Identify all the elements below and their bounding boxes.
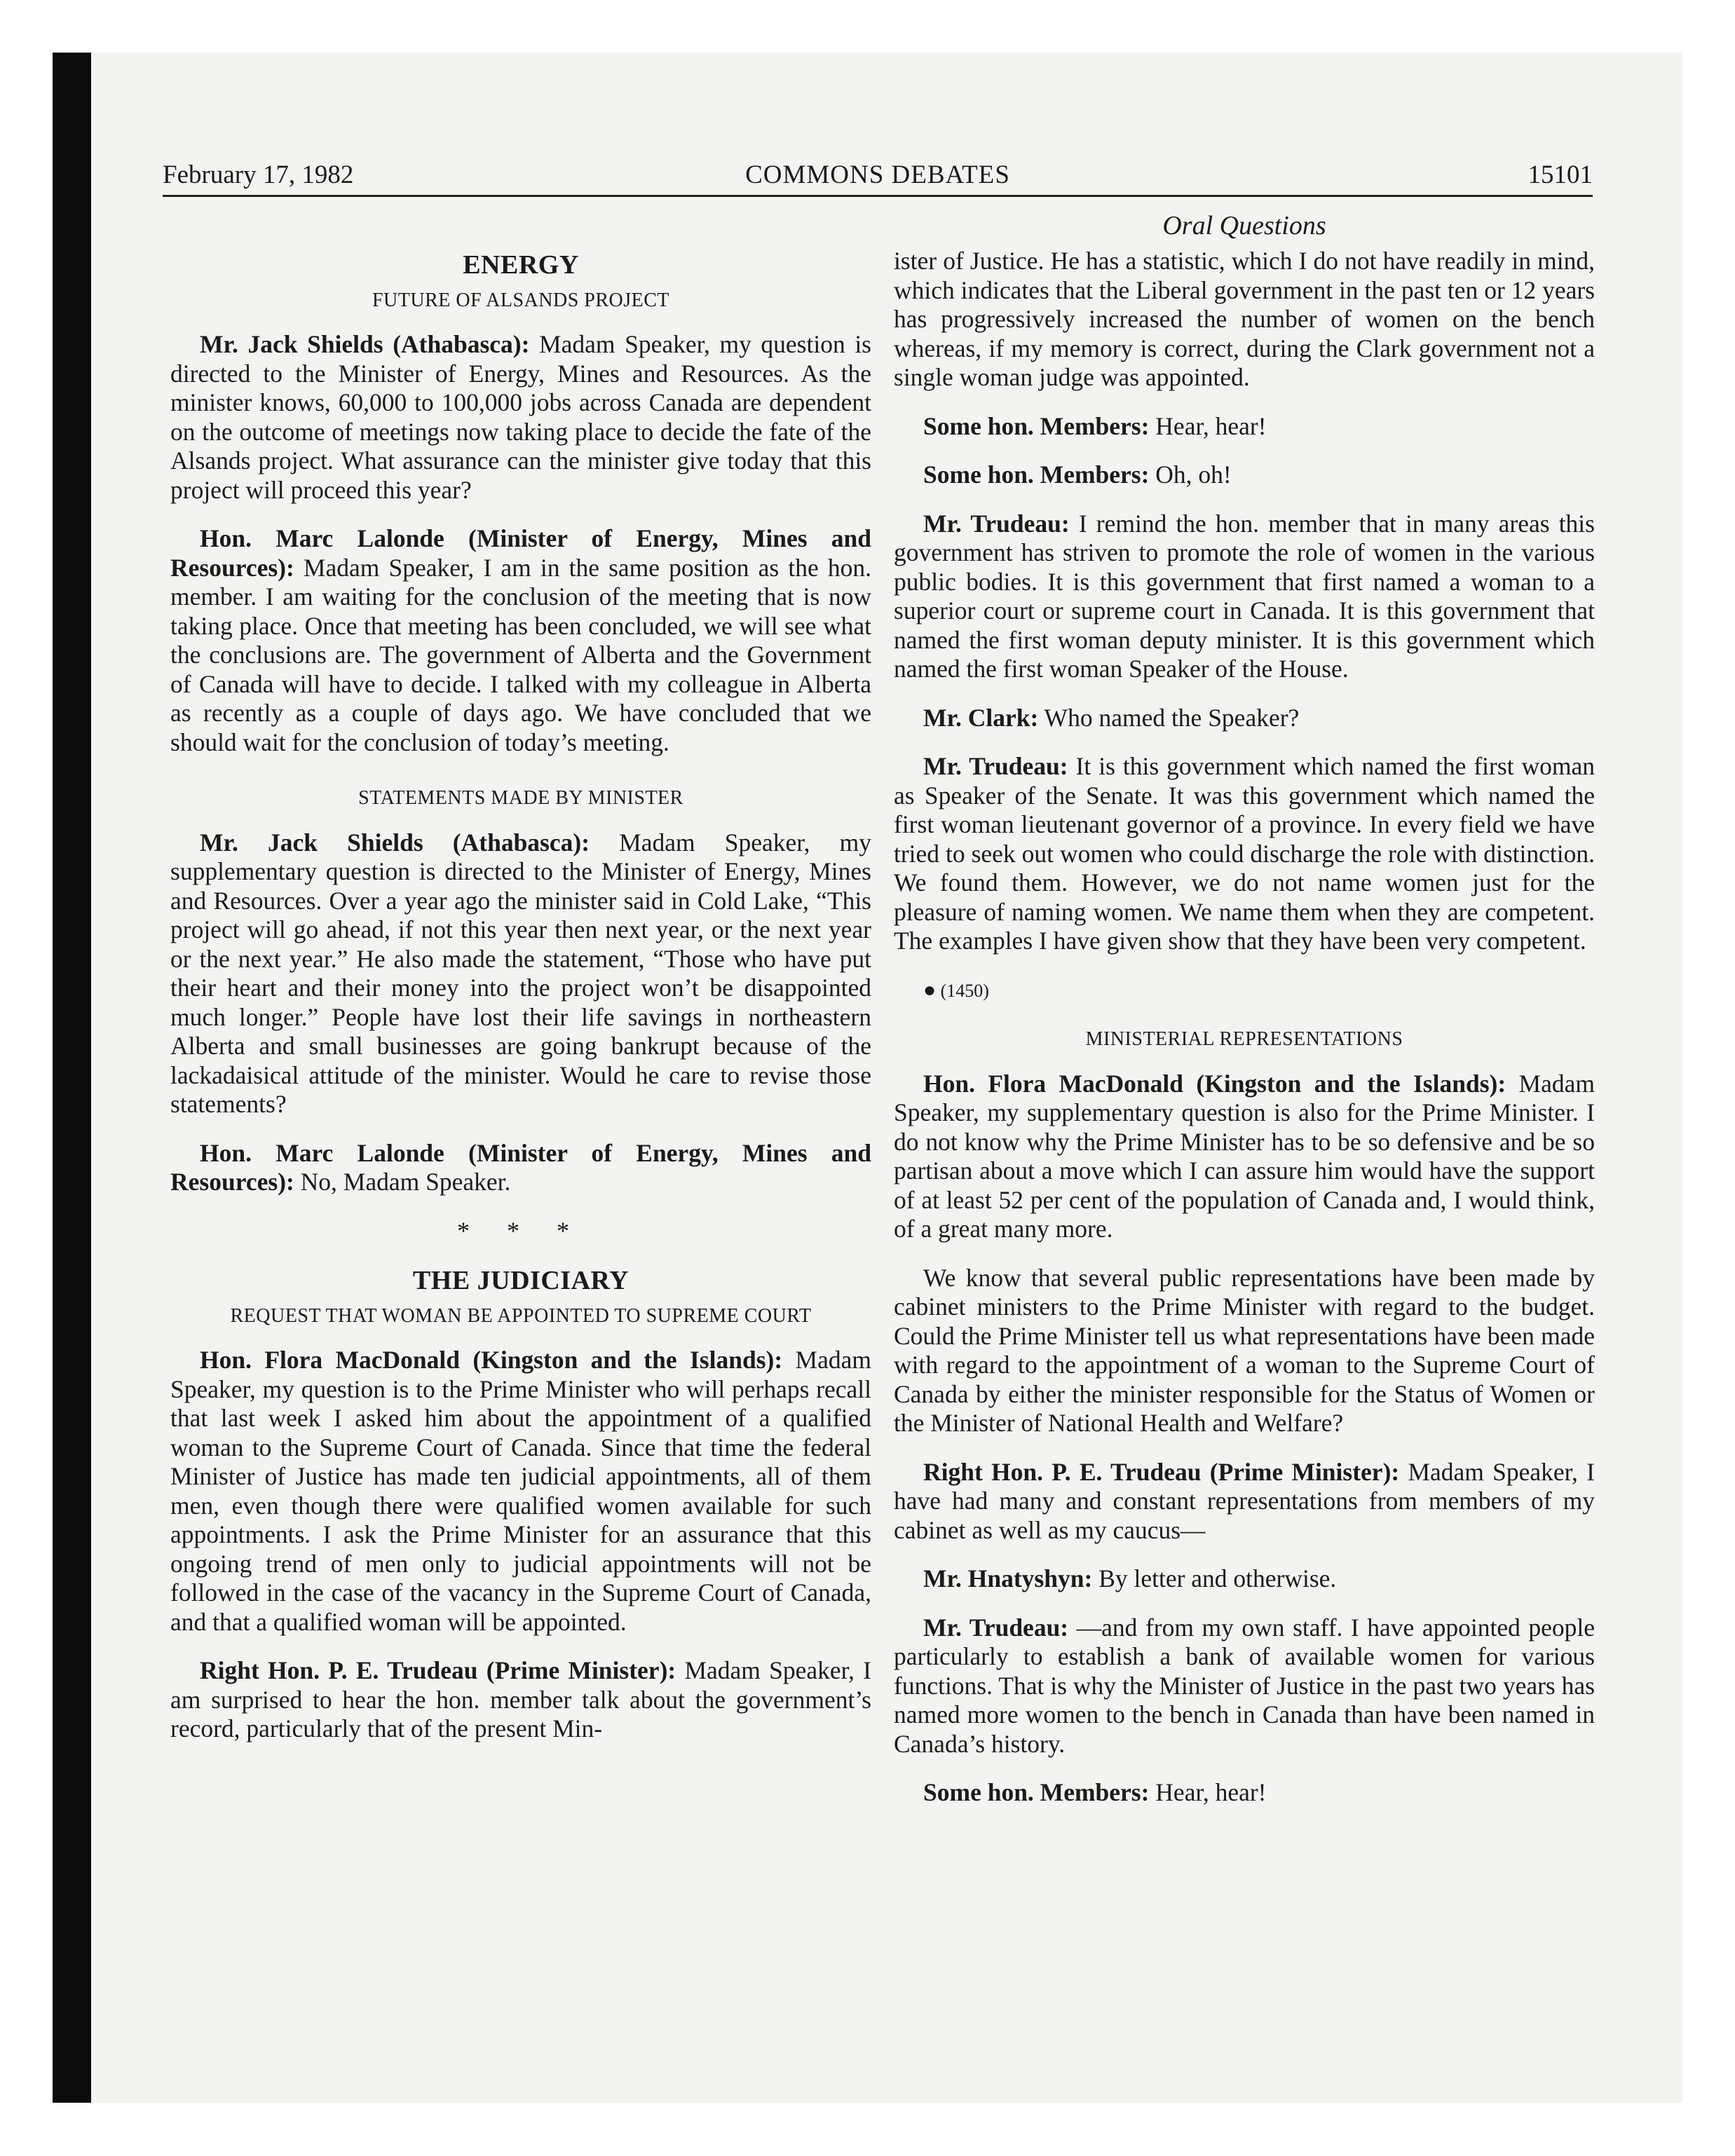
speaker-name: Mr. Clark:: [923, 703, 1039, 732]
speech-paragraph: [894, 1458, 1595, 1546]
speaker-name: Some hon. Members:: [923, 411, 1150, 440]
speech-text: Oh, oh!: [1149, 460, 1232, 489]
speaker-name: Mr. Trudeau:: [923, 1613, 1069, 1642]
speech-paragraph: [170, 1139, 871, 1197]
speaker-name: Hon. Marc Lalonde (Minister of Energy, Mines and Resources):: [170, 1138, 871, 1196]
speech-text: Madam Speaker, my question is directed to the Minister of Energy, Mines and Resources. As the minister knows, 60,000 to 100,000 jobs across Canada are dependent on the outcome of meetings now taking place to decide the fate of the Alsands project. What assurance can the minister give today that this project will proceed this year?: [170, 330, 871, 504]
speaker-name: Some hon. Members:: [923, 460, 1150, 489]
speech-paragraph: [894, 1070, 1595, 1244]
speaker-name: Right Hon. P. E. Trudeau (Prime Minister):: [923, 1457, 1400, 1486]
speaker-name: Some hon. Members:: [923, 1778, 1150, 1806]
speaker-name: Mr. Jack Shields (Athabasca):: [200, 330, 530, 358]
speaker-name: Hon. Marc Lalonde (Minister of Energy, Mines and Resources):: [170, 524, 871, 582]
speech-paragraph: [894, 510, 1595, 684]
speech-paragraph: [894, 1613, 1595, 1759]
speech-text: Who named the Speaker?: [1038, 703, 1300, 732]
speech-paragraph: We know that several public representations have been made by cabinet ministers to the Prime Minister with regard to the budget. Could the Prime Minister tell us what representations have been made with regard to the appointment of a woman to the Supreme Court of Canada by either the minister responsible for the Status of Women or the Minister of National Health and Welfare?: [894, 1263, 1595, 1437]
subheading-supreme-court: REQUEST THAT WOMAN BE APPOINTED TO SUPREME COURT: [230, 1304, 812, 1327]
header-title: COMMONS DEBATES: [745, 161, 1010, 189]
section-heading-energy: ENERGY: [463, 250, 579, 280]
running-head: Oral Questions: [1162, 211, 1326, 240]
subheading-alsands: FUTURE OF ALSANDS PROJECT: [372, 289, 670, 311]
speech-text: Madam Speaker, I am surprised to hear the hon. member talk about the government’s record, particularly that of the present Min-: [170, 1656, 871, 1742]
speech-text: Hear, hear!: [1149, 411, 1267, 440]
subheading-statements: STATEMENTS MADE BY MINISTER: [358, 787, 683, 809]
left-column: [170, 247, 871, 1763]
speech-paragraph: [894, 1564, 1595, 1594]
speech-paragraph: [170, 524, 871, 757]
time-marker: [894, 976, 1595, 1006]
speaker-name: Mr. Trudeau:: [923, 509, 1070, 538]
section-separator: * * *: [457, 1216, 585, 1245]
speech-text: Madam Speaker, my supplementary question is also for the Prime Minister. I do not know why the Prime Minister has to be so defensive and be so partisan about a move which I can assure him would have the support of at least 52 per cent of the population of Canada and, I would think, of a great many more.: [894, 1069, 1595, 1243]
speaker-name: Right Hon. P. E. Trudeau (Prime Minister):: [200, 1656, 676, 1684]
speech-text: No, Madam Speaker.: [294, 1168, 511, 1196]
right-column: [894, 247, 1595, 1827]
speech-paragraph: [170, 1656, 871, 1744]
speech-text: Madam Speaker, I have had many and constant representations from members of my cabinet as well as my caucus—: [894, 1457, 1595, 1544]
speech-paragraph: [894, 1778, 1595, 1808]
speaker-name: Hon. Flora MacDonald (Kingston and the Islands):: [923, 1069, 1506, 1098]
subheading-representations: MINISTERIAL REPRESENTATIONS: [1085, 1028, 1403, 1050]
speech-paragraph: [170, 1346, 871, 1637]
speech-text: Hear, hear!: [1149, 1778, 1267, 1806]
speaker-name: Mr. Jack Shields (Athabasca):: [200, 828, 590, 857]
speaker-name: Hon. Flora MacDonald (Kingston and the Islands):: [200, 1346, 783, 1374]
speech-text: —and from my own staff. I have appointed people particularly to establish a bank of available women for various functions. That is why the Minister of Justice in the past two years has named more women to the bench in Canada than have been named in Canada’s history.: [894, 1613, 1595, 1758]
speech-paragraph: [170, 828, 871, 1119]
speech-text: It is this government which named the first woman as Speaker of the Senate. It was this government which named the first woman lieutenant governor of a province. In every field we have tried to seek out women who could discharge the role with distinction. We found them. However, we do not name women just for the pleasure of naming women. We name them when they are competent. The examples I have given show that they have been very competent.: [894, 752, 1595, 955]
speech-paragraph: [894, 412, 1595, 442]
speech-text: Madam Speaker, I am in the same position as the hon. member. I am waiting for the conclusion of the meeting that is now taking place. Once that meeting has been concluded, we will see what the conclusions are. The government of Alberta and the Government of Canada will have to decide. I talked with my colleague in Alberta as recently as a couple of days ago. We have concluded that we should wait for the conclusion of today’s meeting.: [170, 553, 871, 756]
speaker-name: Mr. Trudeau:: [923, 752, 1068, 780]
speaker-name: Mr. Hnatyshyn:: [923, 1564, 1093, 1592]
speech-text: Madam Speaker, my question is to the Prime Minister who will perhaps recall that last week I asked him about the appointment of a qualified woman to the Supreme Court of Canada. Since that time the federal Minister of Justice has made ten judicial appointments, all of them men, even though there were qualified women available for such appointments. I ask the Prime Minister for an assurance that this ongoing trend of men only to judicial appointments will not be followed in the case of the vacancy in the Supreme Court of Canada, and that a qualified woman will be appointed.: [170, 1346, 871, 1636]
time-stamp: (1450): [940, 980, 989, 1001]
speech-text: I remind the hon. member that in many areas this government has striven to promote the role of women in the various public bodies. It is this government that first named a woman to a superior court or supreme court in Canada. It is this government that named the first woman deputy minister. It is this government which named the first woman Speaker of the House.: [894, 509, 1595, 683]
header-date: February 17, 1982: [163, 161, 354, 189]
speech-text: Madam Speaker, my supplementary question is directed to the Minister of Energy, Mines and Resources. Over a year ago the minister said in Cold Lake, “This project will go ahead, if not this year then next year, or the next year or the next year.” He also made the statement, “Those who have put their heart and their money into the project won’t be disappointed much longer.” People have lost their life savings in northeastern Alberta and small businesses are going bankrupt because of the lackadaisical attitude of the minister. Would he care to revise those statements?: [170, 828, 872, 1118]
page-header: [163, 156, 1593, 197]
header-page-number: 15101: [1528, 161, 1593, 189]
speech-paragraph: [894, 704, 1595, 733]
speech-paragraph: [170, 330, 871, 505]
speech-text: By letter and otherwise.: [1092, 1564, 1337, 1592]
speech-paragraph: [894, 460, 1595, 490]
speech-paragraph: [894, 752, 1595, 956]
section-heading-judiciary: THE JUDICIARY: [412, 1266, 630, 1295]
binding-edge: [53, 53, 91, 2103]
speech-paragraph: ister of Justice. He has a statistic, which I do not have readily in mind, which indicates that the Liberal government in the past ten or 12 years has progressively increased the number of women on the bench whereas, if my memory is correct, during the Clark government not a single woman judge was appointed.: [894, 247, 1595, 391]
bullet-icon: ●: [923, 978, 937, 1002]
